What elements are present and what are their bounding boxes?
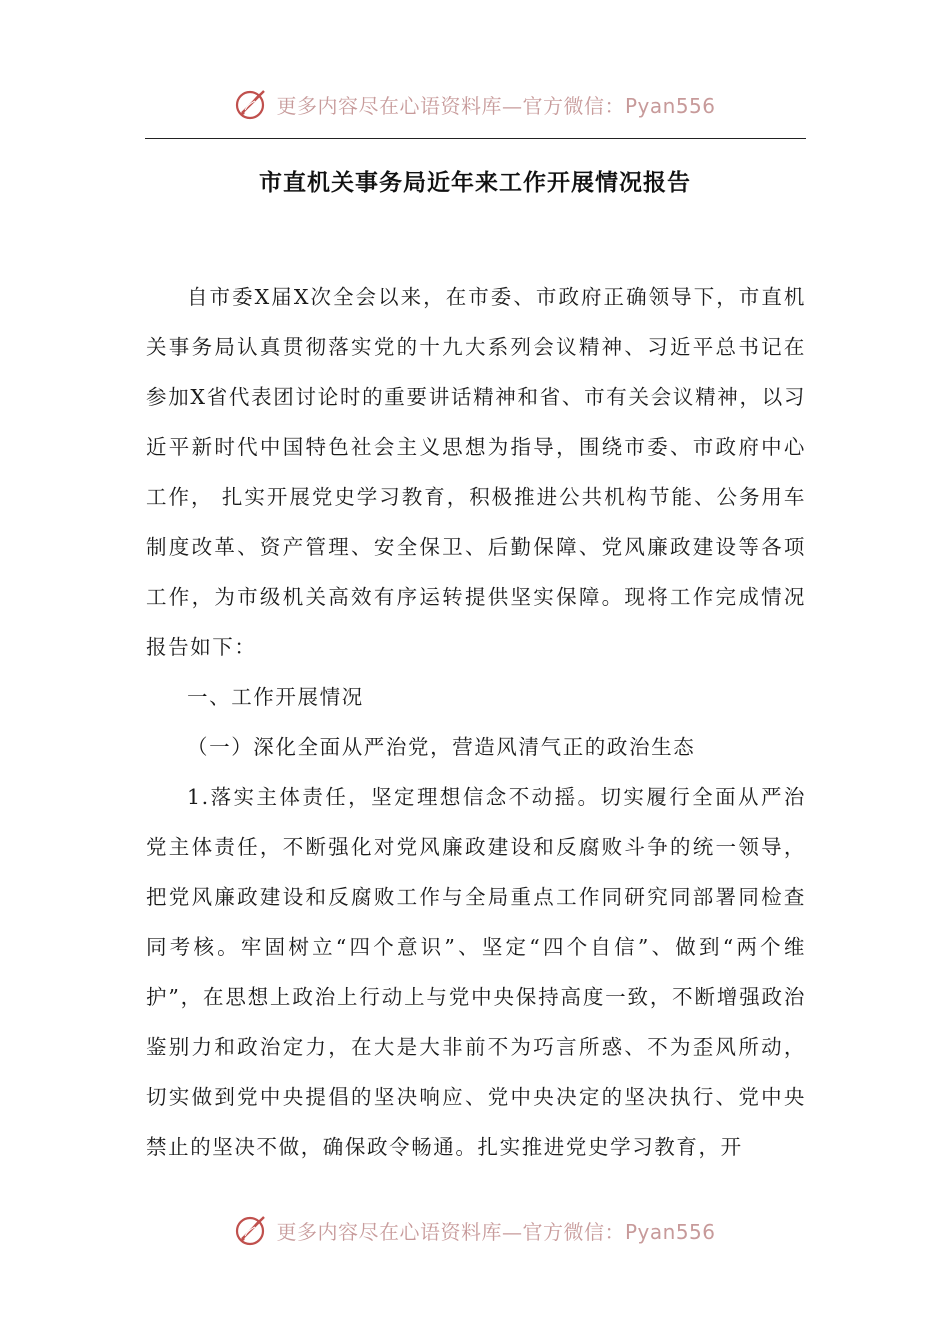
footer-contact-id: Pyan556 bbox=[624, 1219, 716, 1244]
subsection-heading: （一）深化全面从严治党，营造风清气正的政治生态 bbox=[187, 735, 696, 759]
footer-banner-text bbox=[276, 1216, 715, 1245]
document-title: 市直机关事务局近年来工作开展情况报告 bbox=[259, 170, 691, 196]
footer-brand-text: 更多内容尽在心语资料库—官方微信： bbox=[276, 1219, 625, 1244]
header-brand-text: 更多内容尽在心语资料库—官方微信： bbox=[276, 93, 625, 118]
document-body bbox=[146, 272, 806, 1172]
quill-logo-icon bbox=[234, 1212, 270, 1248]
footer-banner bbox=[0, 1210, 950, 1250]
header-banner bbox=[0, 84, 950, 124]
header-banner-text bbox=[276, 90, 715, 119]
header-contact-id: Pyan556 bbox=[624, 93, 716, 118]
section-heading: 一、工作开展情况 bbox=[187, 685, 364, 709]
paragraph-item-1: 1.落实主体责任，坚定理想信念不动摇。切实履行全面从严治党主体责任，不断强化对党风廉政建设和反腐败斗争的统一领导，把党风廉政建设和反腐败工作与全局重点工作同研究同部署同检查同考核。牢固树立“四个意识”、坚定“四个自信”、做到“两个维护”，在思想上政治上行动上与党中央保持高度一致，不断增强政治鉴别力和政治定力，在大是大非前不为巧言所惑、不为歪风所动，切实做到党中央提倡的坚决响应、党中央决定的坚决执行、党中央禁止的坚决不做，确保政令畅通。扎实推进党史学习教育，开 bbox=[146, 785, 806, 1159]
quill-logo-icon bbox=[234, 86, 270, 122]
header-divider bbox=[145, 138, 806, 139]
paragraph-intro: 自市委X届X次全会以来，在市委、市政府正确领导下，市直机关事务局认真贯彻落实党的十九大系列会议精神、习近平总书记在参加X省代表团讨论时的重要讲话精神和省、市有关会议精神，以习近平新时代中国特色社会主义思想为指导，围绕市委、市政府中心工作， 扎实开展党史学习教育，积极推进公共机构节能、公务用车制度改革、资产管理、安全保卫、后勤保障、党风廉政建设等各项工作，为市级机关高效有序运转提供坚实保障。现将工作完成情况报告如下： bbox=[146, 285, 806, 659]
